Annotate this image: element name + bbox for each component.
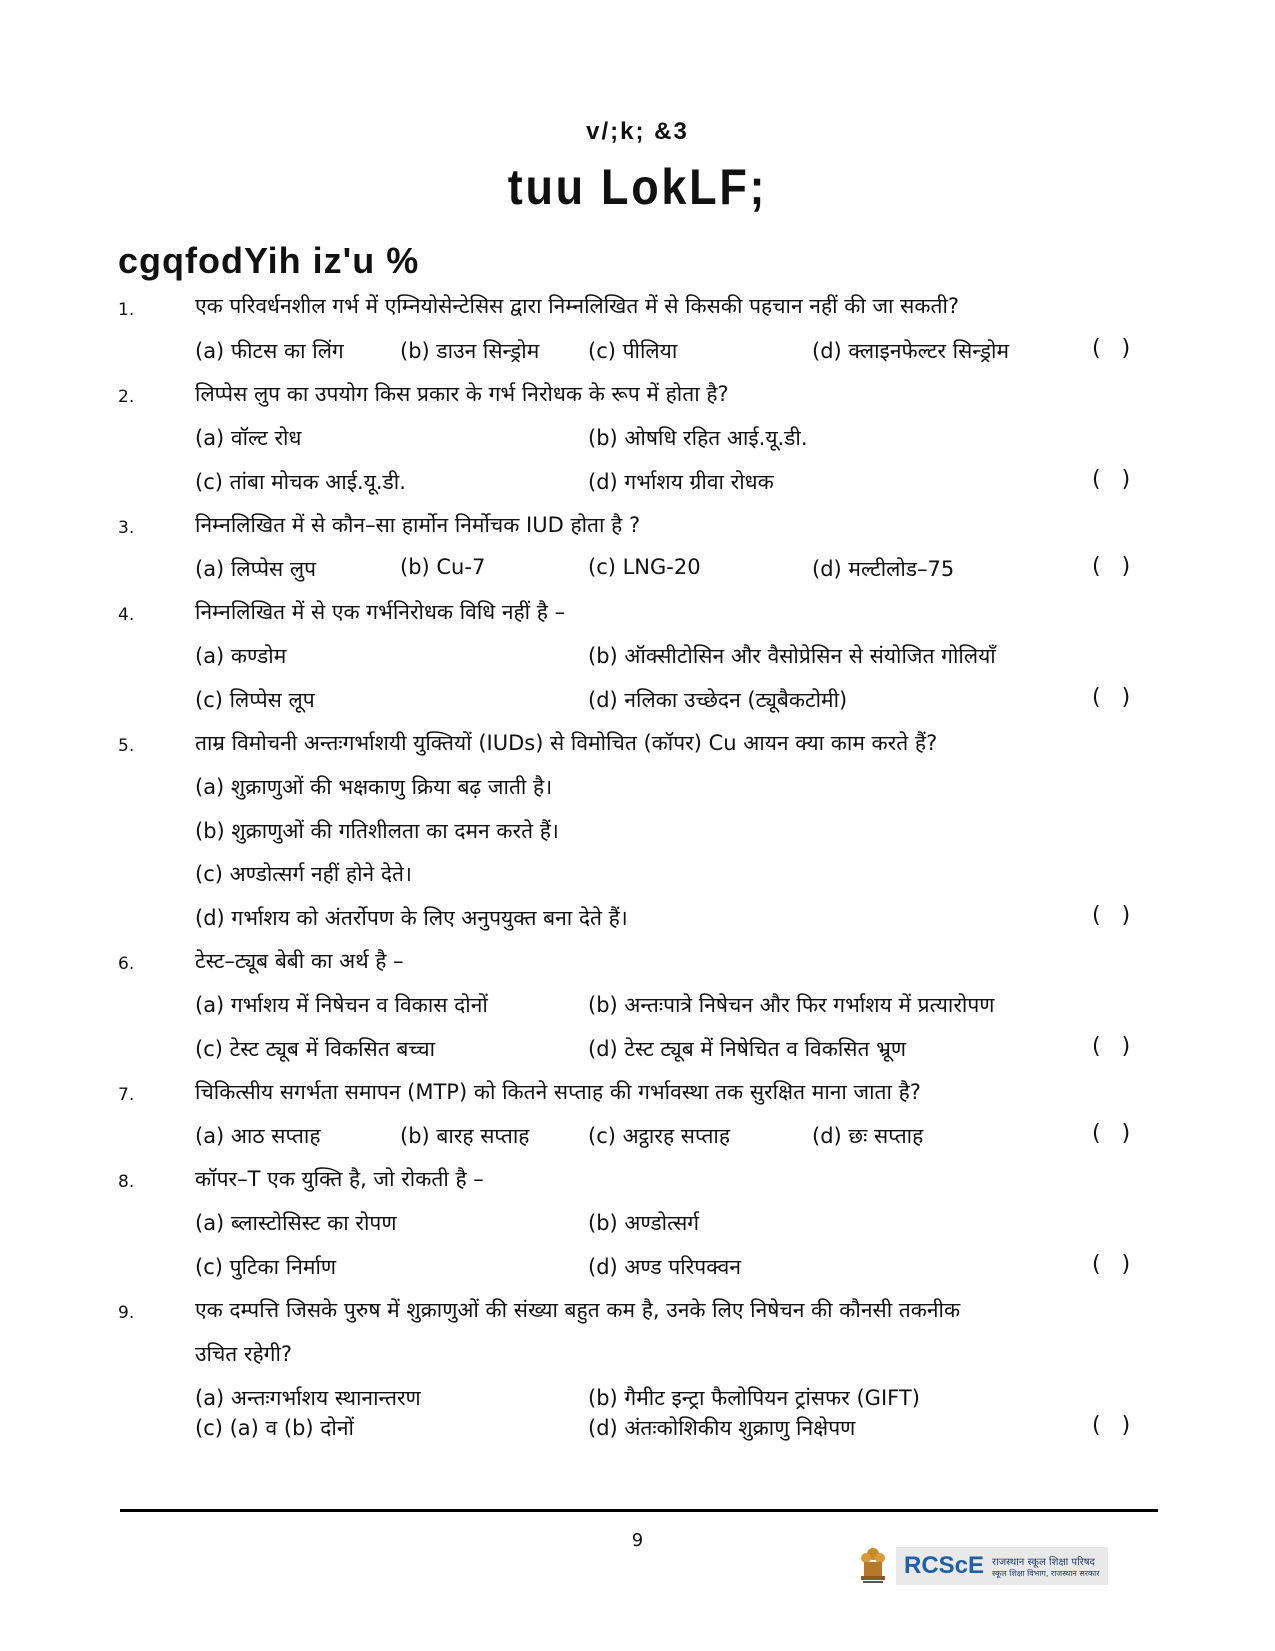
- option-b: (b) अन्तःपात्रे निषेचन और फिर गर्भाशय में प्रत्यारोपण: [588, 993, 995, 1017]
- option-c: (c) अण्डोत्सर्ग नहीं होने देते।: [195, 862, 412, 886]
- option-c: (c) टेस्ट ट्यूब में विकसित बच्चा: [195, 1037, 436, 1061]
- answer-bracket: ( ): [1092, 1252, 1131, 1277]
- option-a: (a) कण्डोम: [195, 644, 287, 668]
- question-number: 7.: [118, 1085, 135, 1105]
- ashoka-emblem-icon: [858, 1546, 888, 1586]
- option-a: (a) अन्तःगर्भाशय स्थानान्तरण: [195, 1386, 421, 1410]
- option-c: (c) (a) व (b) दोनों: [195, 1416, 354, 1440]
- option-d: (d) अण्ड परिपक्वन: [588, 1255, 741, 1279]
- chapter-title: tuu LokLF;: [507, 159, 768, 215]
- question-number: 6.: [118, 954, 135, 974]
- logo-text: RCScE: [904, 1552, 985, 1579]
- question-text: एक परिवर्धनशील गर्भ में एम्नियोसेन्टेसिस द्वारा निम्नलिखित में से किसकी पहचान नहीं की जा सकती?: [195, 294, 960, 318]
- option-b: (b) बारह सप्ताह: [400, 1124, 530, 1148]
- answer-bracket: ( ): [1092, 1034, 1131, 1059]
- option-c: (c) तांबा मोचक आई.यू.डी.: [195, 470, 406, 494]
- question-text: ताम्र विमोचनी अन्तःगर्भाशयी युक्तियों (IUDs) से विमोचित (कॉपर) Cu आयन क्या काम करते हैं?: [195, 731, 938, 755]
- option-b: (b) Cu-7: [400, 555, 486, 579]
- question-number: 1.: [118, 300, 135, 320]
- question-number: 3.: [118, 518, 135, 538]
- question-text: निम्नलिखित में से कौन–सा हार्मोन निर्मोचक IUD होता है ?: [195, 513, 641, 537]
- question-text-continued: उचित रहेगी?: [195, 1342, 293, 1366]
- option-b: (b) डाउन सिन्ड्रोम: [400, 339, 540, 363]
- option-d: (d) गर्भाशय को अंतर्रोपण के लिए अनुपयुक्त बना देते हैं।: [195, 906, 628, 930]
- logo-org-name: राजस्थान स्कूल शिक्षा परिषद: [992, 1556, 1095, 1568]
- footer-divider: [120, 1509, 1158, 1512]
- option-a: (a) ब्लास्टोसिस्ट का रोपण: [195, 1211, 397, 1235]
- logo-dept-name: स्कूल शिक्षा विभाग, राजस्थान सरकार: [992, 1568, 1100, 1578]
- option-c: (c) पीलिया: [588, 339, 678, 363]
- answer-bracket: ( ): [1092, 1121, 1131, 1146]
- option-d: (d) अंतःकोशिकीय शुक्राणु निक्षेपण: [588, 1416, 856, 1440]
- option-b: (b) गैमीट इन्ट्रा फैलोपियन ट्रांसफर (GIFT): [588, 1386, 920, 1410]
- option-d: (d) टेस्ट ट्यूब में निषेचित व विकसित भ्रूण: [588, 1037, 907, 1061]
- option-c: (c) अट्ठारह सप्ताह: [588, 1124, 730, 1148]
- option-d: (d) छः सप्ताह: [812, 1124, 924, 1148]
- option-a: (a) शुक्राणुओं की भक्षकाणु क्रिया बढ़ जाती है।: [195, 775, 553, 799]
- question-number: 5.: [118, 736, 135, 756]
- option-b: (b) शुक्राणुओं की गतिशीलता का दमन करते हैं।: [195, 819, 559, 843]
- answer-bracket: ( ): [1092, 685, 1131, 710]
- question-text: टेस्ट–ट्यूब बेबी का अर्थ है –: [195, 949, 404, 973]
- option-a: (a) आठ सप्ताह: [195, 1124, 321, 1148]
- answer-bracket: ( ): [1092, 554, 1131, 579]
- logo-banner: [896, 1547, 1108, 1585]
- option-c: (c) पुटिका निर्माण: [195, 1255, 337, 1279]
- option-b: (b) अण्डोत्सर्ग: [588, 1211, 700, 1235]
- option-a: (a) गर्भाशय में निषेचन व विकास दोनों: [195, 993, 488, 1017]
- option-d: (d) मल्टीलोड–75: [812, 557, 955, 581]
- question-number: 8.: [118, 1172, 135, 1192]
- option-c: (c) लिप्पेस लूप: [195, 688, 315, 712]
- answer-bracket: ( ): [1092, 903, 1131, 928]
- option-d: (d) गर्भाशय ग्रीवा रोधक: [588, 470, 774, 494]
- question-text: एक दम्पत्ति जिसके पुरुष में शुक्राणुओं की संख्या बहुत कम है, उनके लिए निषेचन की कौनसी तकनीक: [195, 1298, 961, 1322]
- question-number: 9.: [118, 1303, 135, 1323]
- option-c: (c) LNG-20: [588, 555, 701, 579]
- rcsce-logo: [858, 1543, 1140, 1589]
- question-number: 2.: [118, 387, 135, 407]
- answer-bracket: ( ): [1092, 467, 1131, 492]
- answer-bracket: ( ): [1092, 1413, 1131, 1438]
- option-b: (b) ऑक्सीटोसिन और वैसोप्रेसिन से संयोजित गोलियाँ: [588, 644, 996, 668]
- chapter-number: v/;k; &3: [586, 118, 689, 145]
- question-text: लिप्पेस लुप का उपयोग किस प्रकार के गर्भ निरोधक के रूप में होता है?: [195, 382, 729, 406]
- option-a: (a) लिप्पेस लुप: [195, 557, 317, 581]
- option-d: (d) नलिका उच्छेदन (ट्यूबैकटोमी): [588, 688, 848, 712]
- option-a: (a) वॉल्ट रोध: [195, 426, 302, 450]
- question-text: निम्नलिखित में से एक गर्भनिरोधक विधि नहीं है –: [195, 600, 566, 624]
- answer-bracket: ( ): [1092, 336, 1131, 361]
- option-a: (a) फीटस का लिंग: [195, 339, 344, 363]
- page-number: 9: [631, 1530, 644, 1551]
- section-heading: cgqfodYih iz'u %: [118, 240, 420, 281]
- question-number: 4.: [118, 605, 135, 625]
- option-d: (d) क्लाइनफेल्टर सिन्ड्रोम: [812, 339, 1010, 363]
- question-text: कॉपर–T एक युक्ति है, जो रोकती है –: [195, 1167, 484, 1191]
- question-text: चिकित्सीय सगर्भता समापन (MTP) को कितने सप्ताह की गर्भावस्था तक सुरक्षित माना जाता है?: [195, 1080, 921, 1104]
- option-b: (b) ओषधि रहित आई.यू.डी.: [588, 426, 808, 450]
